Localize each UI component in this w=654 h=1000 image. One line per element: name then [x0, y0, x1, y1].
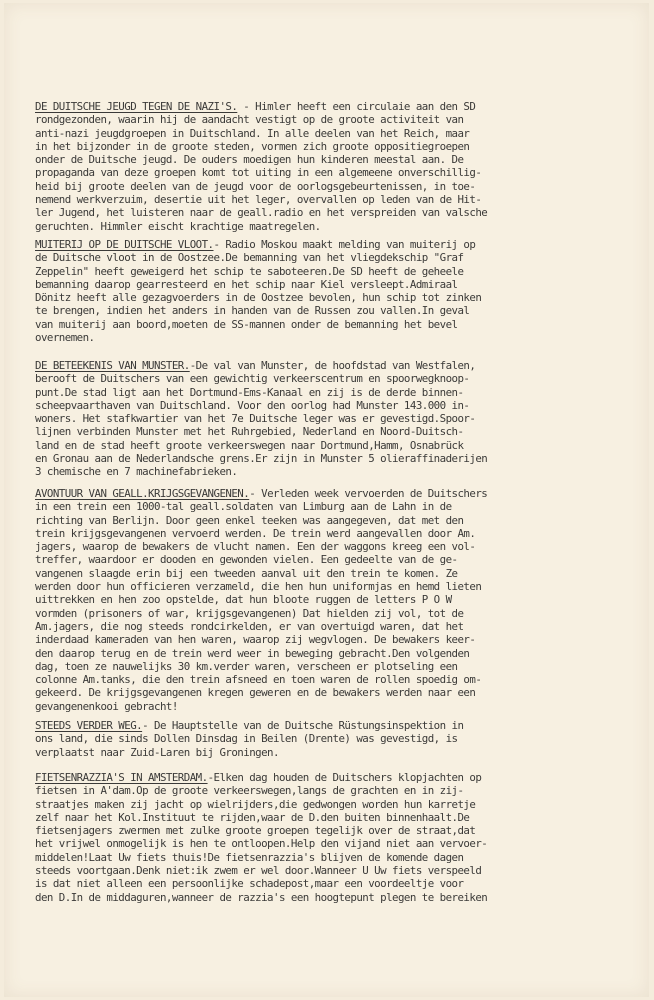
text-line: woners. Het stafkwartier van het 7e Duitsche leger was er gevestigd.Spoor-	[35, 412, 476, 426]
text-line: - Himler heeft een circulaie aan den SD	[237, 100, 476, 113]
text-line: - Radio Moskou maakt melding van muiterij op	[213, 238, 476, 251]
text-line: -Elken dag houden de Duitschers klopjachten op	[207, 771, 482, 784]
text-line: overnemen.	[35, 331, 95, 345]
text-line: Zeppelin" heeft geweigerd het schip te saboteeren.De SD heeft de geheele	[35, 264, 464, 278]
text-line: trein krijgsgevangenen vervoerd werden. De trein werd aangevallen door Am.	[35, 526, 476, 540]
article-fietsenrazzia	[35, 771, 625, 904]
text-line: gekeerd. De krijgsgevangenen kregen geweren en de bewakers werden naar een	[35, 686, 476, 700]
text-line: land en de stad heeft groote verkeerswegen naar Dortmund,Hamm, Osnabrück	[35, 438, 464, 452]
text-line: gevangenenkooi gebracht!	[35, 699, 178, 713]
text-line: berooft de Duitschers van een gewichtig verkeerscentrum en spoorwegknoop-	[35, 372, 470, 386]
text-line: in een trein een 1000-tal geall.soldaten van Limburg aan de Lahn in de	[35, 500, 452, 514]
text-line: rondgezonden, waarin hij de aandacht vestigt op de groote activiteit van	[35, 113, 464, 127]
text-line: jagers, waarop de bewakers de vlucht namen. Een der waggons kreeg een vol-	[35, 540, 476, 554]
text-line: lijnen verbinden Munster met het Ruhrgebied, Nederland en Noord-Duitsch-	[35, 425, 464, 439]
text-line: vormden (prisoners of war, krijgsgevangenen) Dat hielden zij vol, tot de	[35, 606, 464, 620]
text-line: zelf naar het Kol.Instituut te rijden,waar de D.den buiten binnenhaalt.De	[35, 810, 470, 824]
text-line: treffer, waardoor er dooden en gewonden vielen. Een gedeelte van de ge-	[35, 553, 458, 567]
article-headline: FIETSENRAZZIA'S IN AMSTERDAM.	[35, 771, 208, 784]
text-line: dag, toen ze nauwelijks 30 km.verder waren, verscheen er plotseling een	[35, 659, 458, 673]
text-line: geruchten. Himmler eischt krachtige maatregelen.	[35, 219, 321, 233]
article-jeugd	[35, 100, 625, 233]
text-line: ler Jugend, het luisteren naar de geall.radio en het verspreiden van valsche	[35, 206, 488, 220]
article-headline: MUITERIJ OP DE DUITSCHE VLOOT.	[35, 238, 214, 251]
article-headline: DE DUITSCHE JEUGD TEGEN DE NAZI'S.	[35, 100, 238, 113]
text-line: den D.In de middaguren,wanneer de razzia's een hoogtepunt plegen te bereiken	[35, 890, 488, 904]
text-line: en Gronau aan de Nederlandsche grens.Er zijn in Munster 5 olieraffinaderijen	[35, 452, 488, 466]
document-page	[4, 3, 649, 997]
text-line: uittrekken en hen zoo opstelde, dat hun bloote ruggen de letters P O W	[35, 593, 452, 607]
text-line: de Duitsche vloot in de Oostzee.De bemanning van het vliegdekschip "Graf	[35, 251, 464, 265]
text-line: propaganda van deze groepen komt tot uiting in een algemeene onverschillig-	[35, 166, 482, 180]
text-line: onder de Duitsche jeugd. De ouders moedigen hun kinderen meestal aan. De	[35, 153, 464, 167]
text-line: fietsenjagers zwermen met zulke groote groepen tegelijk over de straat,dat	[35, 824, 476, 838]
text-line: richting van Berlijn. Door geen enkel teeken was aangegeven, dat met den	[35, 513, 464, 527]
text-line: anti-nazi jeugdgroepen in Duitschland. In alle deelen van het Reich, maar	[35, 126, 470, 140]
text-line: straatjes maken zij jacht op wielrijders,die gedwongen worden hun karretje	[35, 797, 476, 811]
text-line: werden door hun officieren verzameld, die hen hun uniformjas en hemd lieten	[35, 580, 482, 594]
text-line: is dat niet alleen een persoonlijke schadepost,maar een voordeeltje voor	[35, 877, 464, 891]
text-line: ons land, die sinds Dollen Dinsdag in Beilen (Drente) was gevestigd, is	[35, 732, 458, 746]
article-krijgsgevangenen	[35, 487, 625, 713]
text-line: - Verleden week vervoerden de Duitschers	[249, 487, 488, 500]
text-line: inderdaad kameraden van hen waren, waarop zij wegvlogen. De bewakers keer-	[35, 633, 476, 647]
text-line: te brengen, indien het anders in handen van de Russen zou vallen.In geval	[35, 304, 470, 318]
article-headline: STEEDS VERDER WEG.	[35, 719, 143, 732]
text-line: in het bijzonder in de groote steden, vormen zich groote oppositiegroepen	[35, 139, 470, 153]
text-line: verplaatst naar Zuid-Laren bij Groningen.	[35, 745, 279, 759]
article-vloot	[35, 238, 625, 344]
text-line: den daarop terug en de trein werd weer in beweging gebracht.Den volgenden	[35, 646, 470, 660]
article-verder-weg	[35, 719, 625, 759]
text-line: punt.De stad ligt aan het Dortmund-Ems-Kanaal en zij is de derde binnen-	[35, 385, 464, 399]
article-headline: AVONTUUR VAN GEALL.KRIJGSGEVANGENEN.	[35, 487, 250, 500]
text-line: bemanning daarop gearresteerd en het schip naar Kiel versleept.Admiraal	[35, 277, 458, 291]
text-line: vangenen slaagde erin bij een tweeden aanval uit den trein te komen. Ze	[35, 566, 458, 580]
text-line: -De val van Munster, de hoofdstad van Westfalen,	[189, 359, 476, 372]
text-line: Am.jagers, die nog steeds rondcirkelden, er van overtuigd waren, dat het	[35, 619, 464, 633]
text-line: Dönitz heeft alle gezagvoerders in de Oostzee bevolen, hun schip tot zinken	[35, 291, 482, 305]
article-munster	[35, 359, 625, 479]
text-line: middelen!Laat Uw fiets thuis!De fietsenrazzia's blijven de komende dagen	[35, 850, 464, 864]
text-line: nemend werkverzuim, desertie uit het leger, overvallen op leden van de Hit-	[35, 193, 482, 207]
article-headline: DE BETEEKENIS VAN MUNSTER.	[35, 359, 190, 372]
text-line: fietsen in A'dam.Op de groote verkeerswegen,langs de grachten en in zij-	[35, 784, 464, 798]
text-line: colonne Am.tanks, die den trein afsneed en toen waren de rollen spoedig om-	[35, 673, 482, 687]
text-line: - De Hauptstelle van de Duitsche Rüstungsinspektion in	[142, 719, 464, 732]
text-line: 3 chemische en 7 machinefabrieken.	[35, 465, 238, 479]
text-line: steeds voortgaan.Denk niet:ik zwem er wel door.Wanneer U Uw fiets verspeeld	[35, 864, 482, 878]
text-line: heid bij groote deelen van de jeugd voor de oorlogsgebeurtenissen, in toe-	[35, 179, 476, 193]
text-line: het vrijwel onmogelijk is hen te ontloopen.Help den vijand niet aan vervoer-	[35, 837, 488, 851]
text-line: scheepvaarthaven van Duitschland. Voor den oorlog had Munster 143.000 in-	[35, 398, 470, 412]
text-line: van muiterij aan boord,moeten de SS-mannen onder de bemanning het bevel	[35, 317, 458, 331]
